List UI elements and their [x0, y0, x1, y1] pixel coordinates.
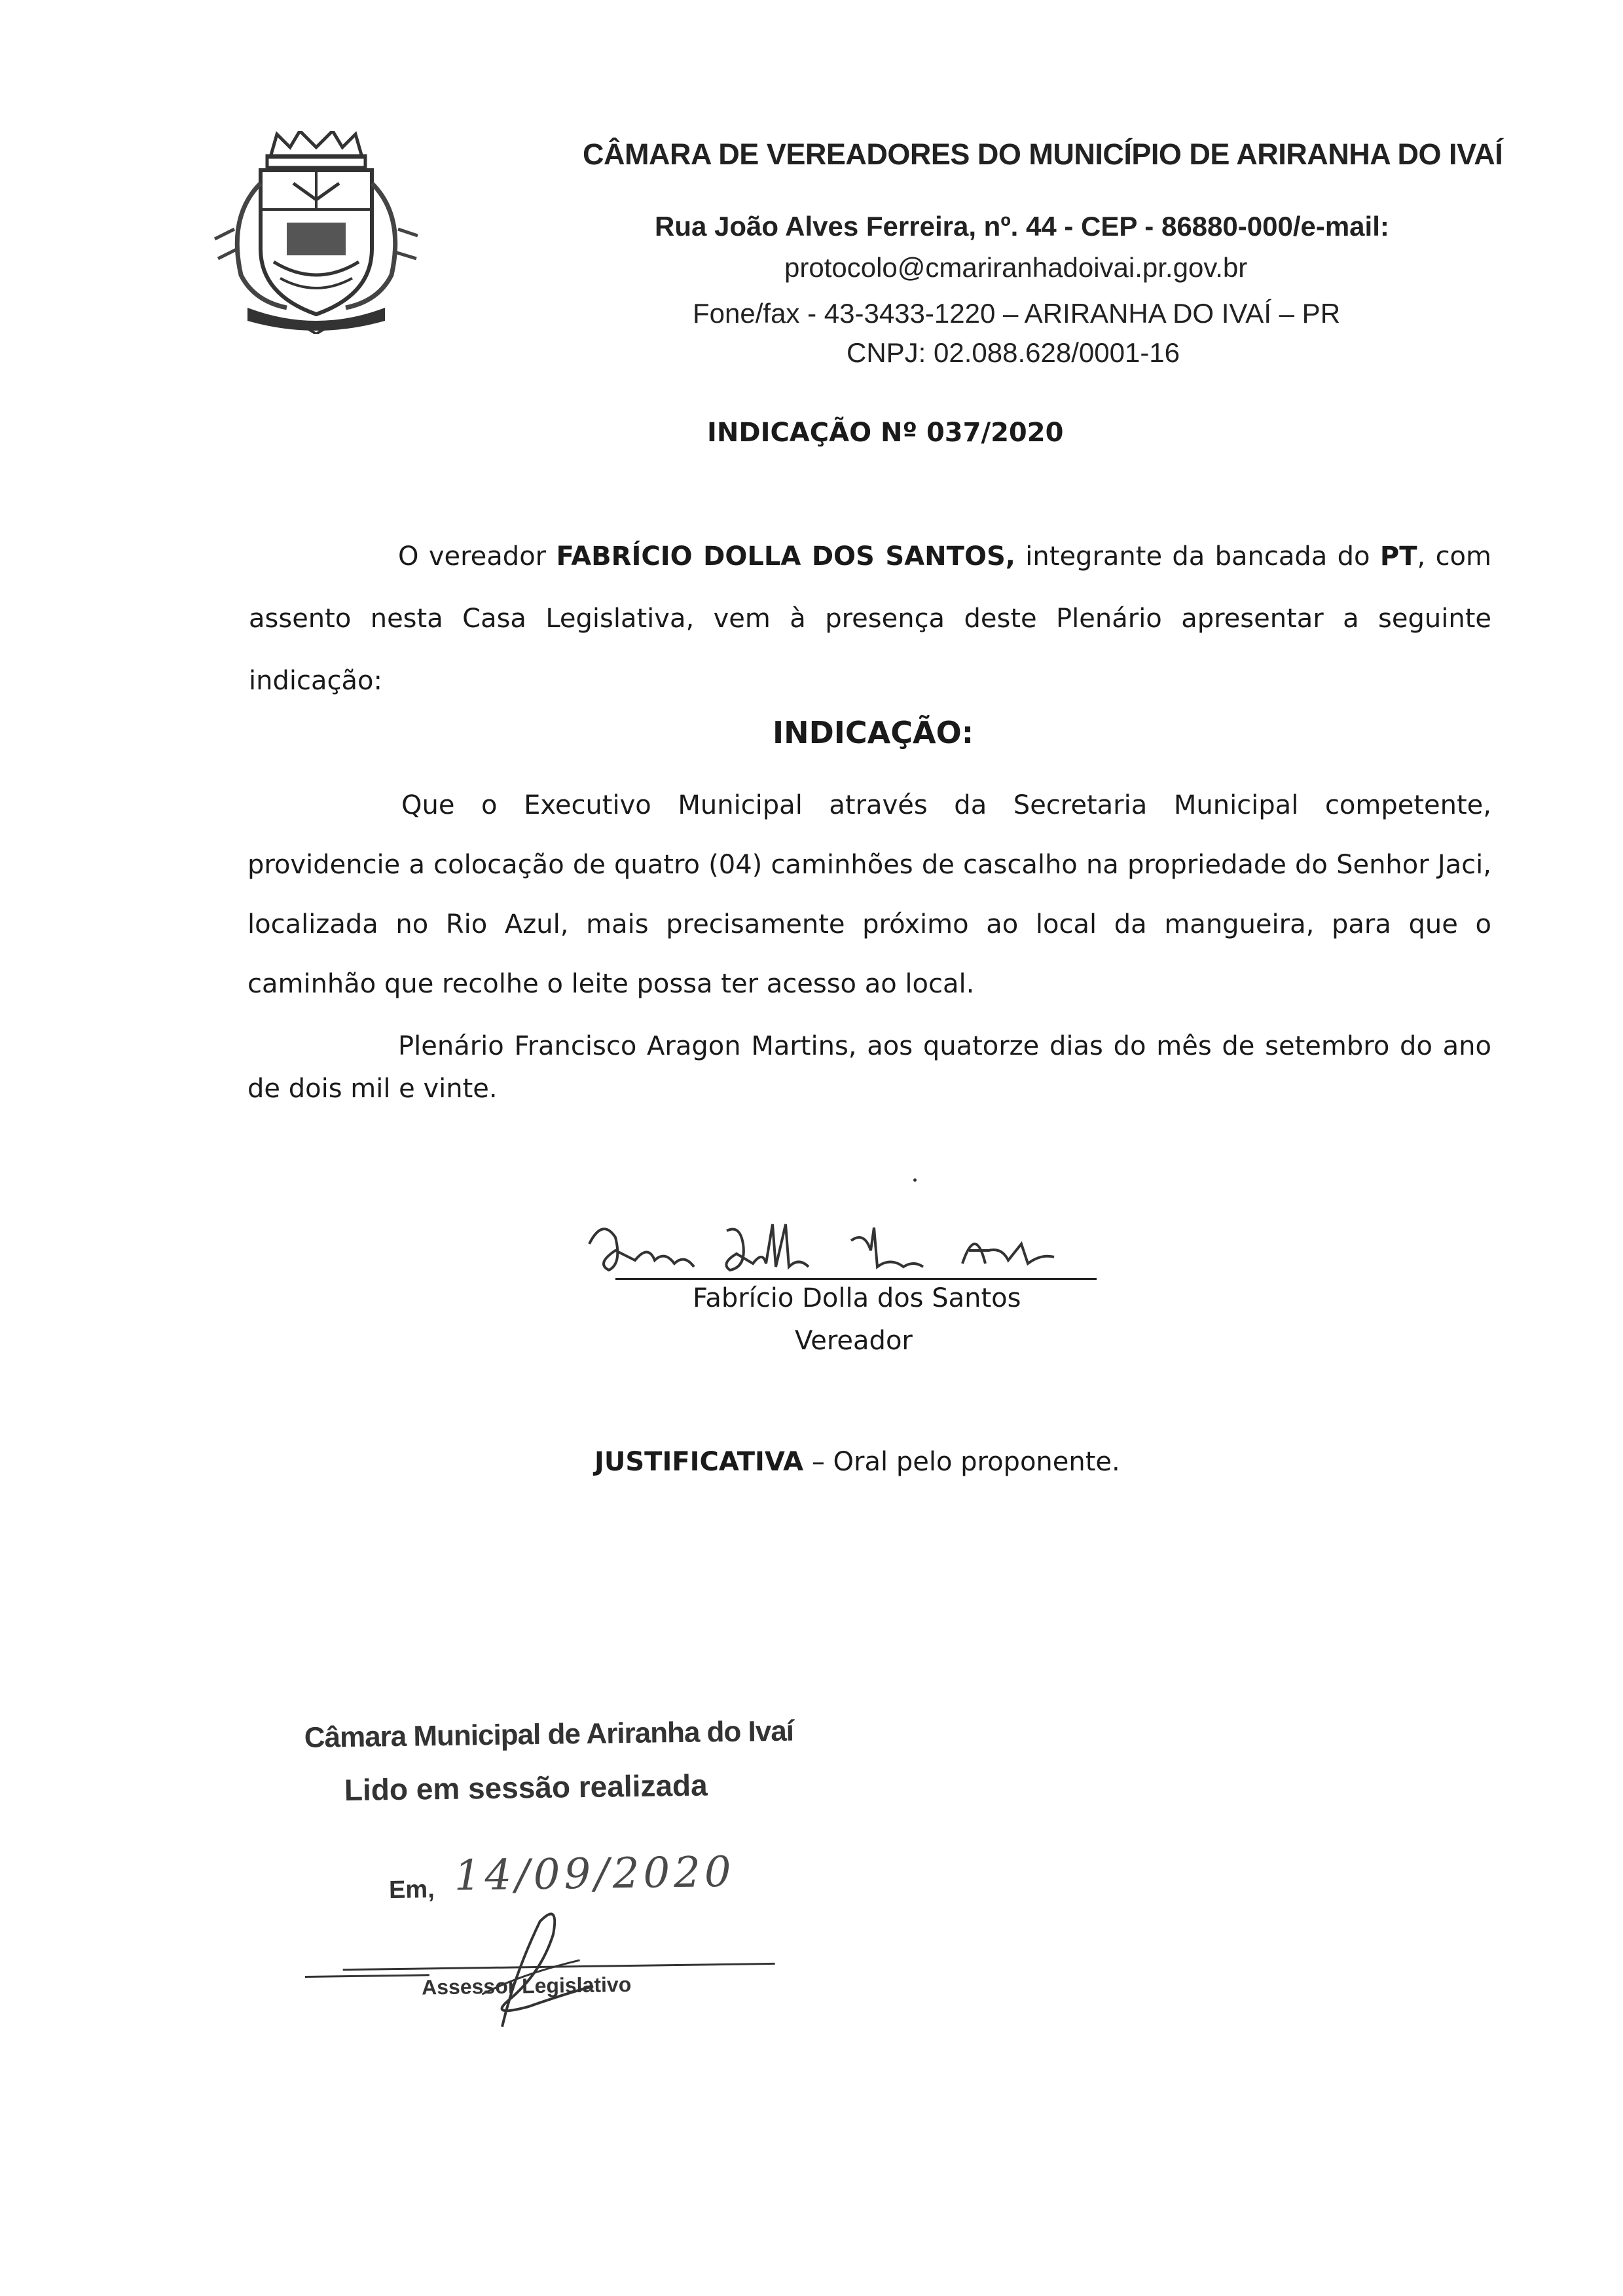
justification-label: JUSTIFICATIVA	[594, 1447, 804, 1477]
address-line: Rua João Alves Ferreira, nº. 44 - CEP - 86880-000/e-mail:	[655, 211, 1389, 242]
section-title: INDICAÇÃO:	[773, 715, 974, 750]
closing-text: Plenário Francisco Aragon Martins, aos quatorze dias do mês de setembro do ano de dois mil e vinte.	[247, 1031, 1491, 1104]
stamp-signature	[461, 1895, 607, 2041]
municipal-coat-of-arms-icon	[208, 131, 424, 334]
stamp-line-left	[305, 1974, 429, 1978]
handwritten-signature	[576, 1205, 1100, 1283]
intro-text-1: O vereador	[398, 541, 556, 572]
intro-paragraph	[249, 526, 1491, 712]
stray-dot	[913, 1178, 917, 1182]
intro-text-2: integrante da bancada do	[1015, 541, 1380, 572]
closing-paragraph	[247, 1025, 1491, 1110]
document-number-title: INDICAÇÃO Nº 037/2020	[707, 418, 1064, 448]
justification	[594, 1447, 1120, 1477]
stamp-date: 14/09/2020	[454, 1848, 736, 1901]
signature-line	[615, 1278, 1097, 1280]
reading-stamp	[301, 1695, 803, 2043]
justification-text: – Oral pelo proponente.	[803, 1447, 1120, 1477]
signer-name: Fabrício Dolla dos Santos	[693, 1283, 1021, 1313]
email-line: protocolo@cmariranhadoivai.pr.gov.br	[784, 252, 1248, 283]
party-name: PT	[1379, 541, 1417, 572]
signer-role: Vereador	[795, 1326, 913, 1356]
cnpj-line: CNPJ: 02.088.628/0001-16	[847, 337, 1180, 368]
stamp-institution: Câmara Municipal de Ariranha do Ivaí	[304, 1715, 794, 1754]
stamp-role: Assessor Legislativo	[421, 1973, 632, 1999]
stamp-session-text: Lido em sessão realizada	[344, 1768, 708, 1808]
indication-text: Que o Executivo Municipal através da Secretaria Municipal competente, providencie a colocação de quatro (04) caminhões de cascalho na propriedade do Senhor Jaci, localizada no Rio Azul, mais precisamente próximo ao local da mangueira, para que o caminhão que recolhe o leite possa ter acesso ao local.	[247, 790, 1491, 999]
councilor-name: FABRÍCIO DOLLA DOS SANTOS,	[556, 541, 1015, 572]
institution-title: CÂMARA DE VEREADORES DO MUNICÍPIO DE ARIRANHA DO IVAÍ	[583, 137, 1503, 171]
stamp-date-prefix: Em,	[388, 1876, 435, 1904]
intro-text-3: , com assento nesta Casa Legislativa, vem à presença deste Plenário apresentar a seguinte indicação:	[249, 541, 1491, 696]
phone-line: Fone/fax - 43-3433-1220 – ARIRANHA DO IVAÍ – PR	[693, 298, 1341, 329]
indication-body	[247, 776, 1491, 1014]
